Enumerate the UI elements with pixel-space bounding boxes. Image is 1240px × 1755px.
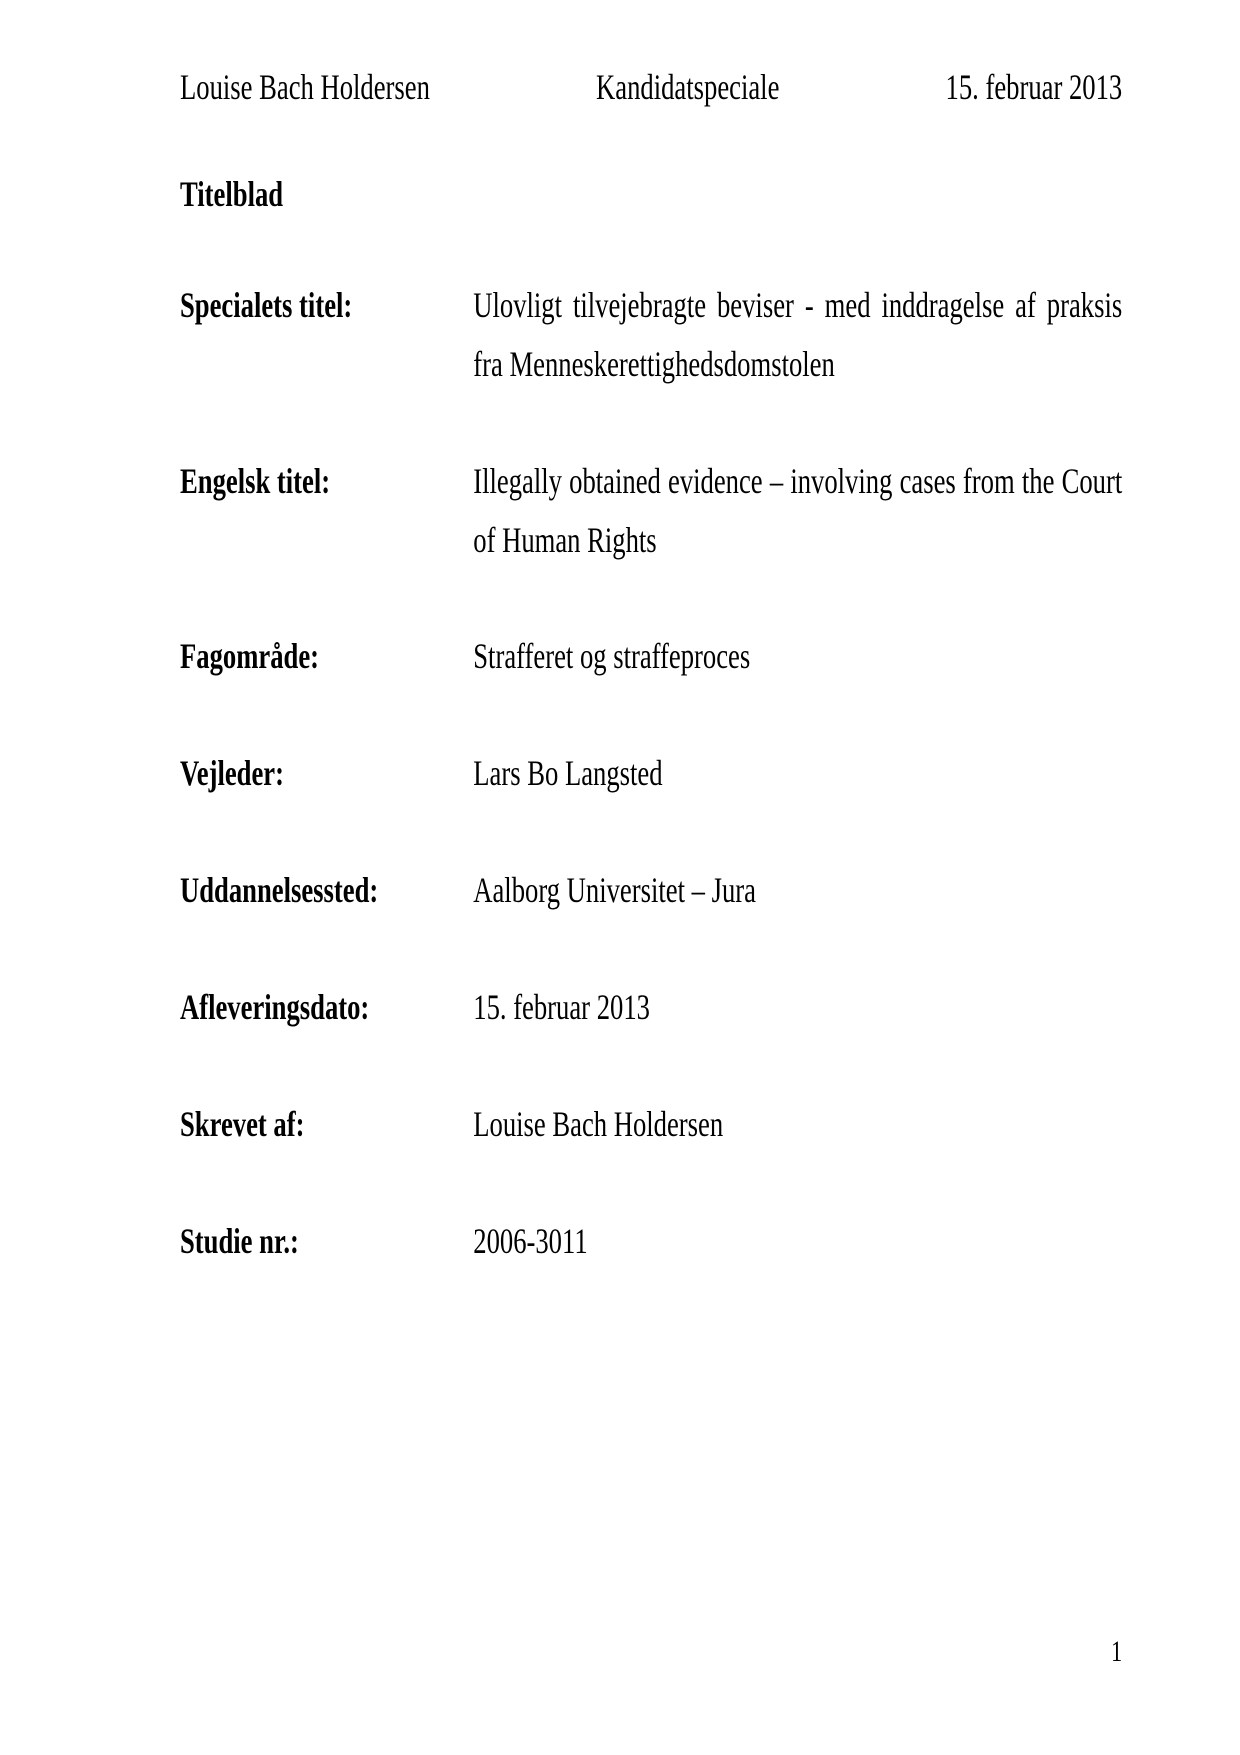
field-value-line: 15. februar 2013 bbox=[473, 987, 650, 1027]
field-label: Studie nr.: bbox=[180, 1221, 299, 1261]
field-row-studie-nr bbox=[180, 1212, 1122, 1271]
header-doc-type: Kandidatspeciale bbox=[596, 67, 780, 107]
field-label: Skrevet af: bbox=[180, 1104, 305, 1144]
header-author: Louise Bach Holdersen bbox=[180, 67, 430, 107]
field-value bbox=[473, 452, 1122, 569]
field-value-line: Strafferet og straffeproces bbox=[473, 636, 751, 676]
page-header bbox=[180, 67, 1123, 107]
field-label: Uddannelsessted: bbox=[180, 870, 379, 910]
field-value-line: Louise Bach Holdersen bbox=[473, 1104, 724, 1144]
field-value bbox=[473, 1095, 1122, 1154]
field-value-line: Illegally obtained evidence – involving cases from the Court bbox=[473, 461, 1123, 501]
field-value bbox=[473, 276, 1122, 393]
field-label: Afleveringsdato: bbox=[180, 987, 370, 1027]
page-title: Titelblad bbox=[180, 174, 284, 214]
field-row-uddannelsessted bbox=[180, 861, 1122, 920]
field-value bbox=[473, 978, 1122, 1037]
field-row-specialets-titel bbox=[180, 276, 1122, 393]
field-value-line: Ulovligt tilvejebragte beviser - med inddragelse af praksis bbox=[473, 285, 1123, 325]
field-label: Engelsk titel: bbox=[180, 461, 331, 501]
field-value bbox=[473, 1212, 1122, 1271]
field-row-vejleder bbox=[180, 744, 1122, 803]
field-row-skrevet-af bbox=[180, 1095, 1122, 1154]
field-value-line: of Human Rights bbox=[473, 519, 657, 560]
field-label: Vejleder: bbox=[180, 753, 284, 793]
field-row-engelsk-titel bbox=[180, 452, 1122, 569]
field-row-afleveringsdato bbox=[180, 978, 1122, 1037]
field-value bbox=[473, 744, 1122, 803]
field-label: Specialets titel: bbox=[180, 285, 353, 325]
field-row-fagomraade bbox=[180, 627, 1122, 686]
field-value-line: Aalborg Universitet – Jura bbox=[473, 870, 756, 910]
field-value bbox=[473, 861, 1122, 920]
field-value bbox=[473, 627, 1122, 686]
field-value-line: fra Menneskerettighedsdomstolen bbox=[473, 343, 835, 384]
field-value-line: Lars Bo Langsted bbox=[473, 753, 663, 793]
header-date: 15. februar 2013 bbox=[945, 67, 1123, 107]
page-number: 1 bbox=[1110, 1635, 1123, 1668]
field-value-line: 2006-3011 bbox=[473, 1221, 588, 1261]
page-footer bbox=[180, 1637, 1122, 1667]
field-label: Fagområde: bbox=[180, 636, 320, 676]
